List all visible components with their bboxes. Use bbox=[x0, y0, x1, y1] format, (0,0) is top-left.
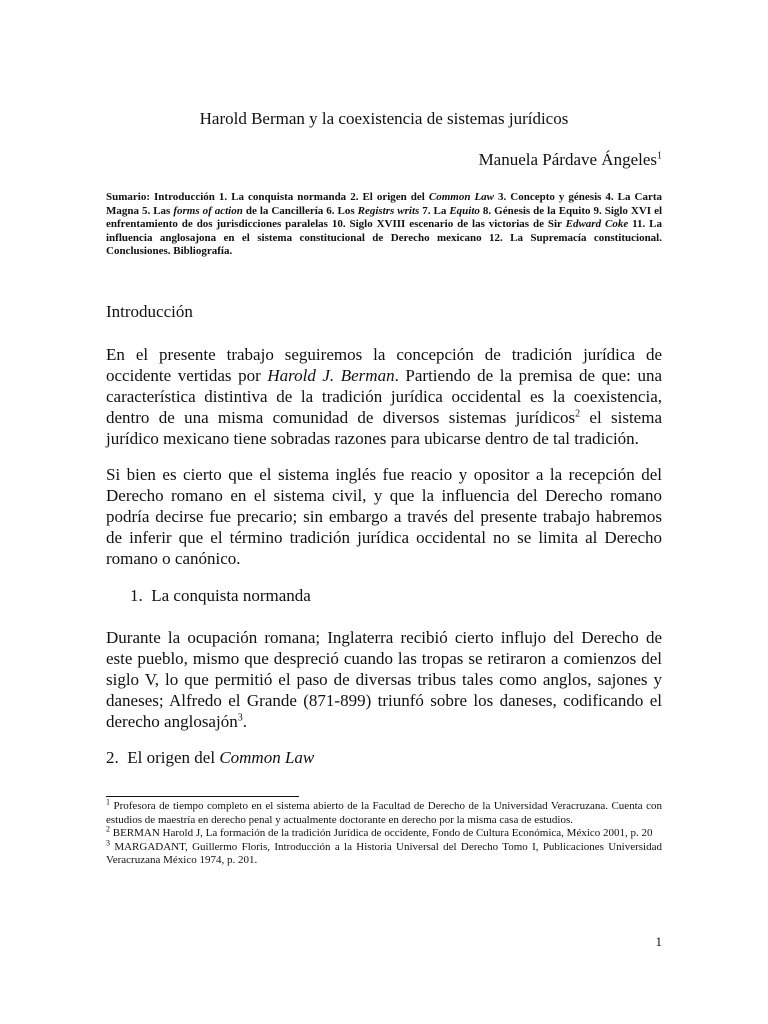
paragraph-text: . bbox=[242, 712, 247, 731]
summary-emphasis: Edward Coke bbox=[565, 218, 629, 231]
section-1-heading bbox=[130, 586, 311, 606]
author-reference: Harold J. Berman bbox=[267, 366, 395, 385]
section-title: La conquista normanda bbox=[151, 586, 311, 605]
footnote-number: 1 bbox=[106, 797, 110, 807]
author-footnote-ref[interactable]: 1 bbox=[657, 150, 662, 162]
summary-emphasis: Registrs writs bbox=[357, 204, 420, 217]
paragraph-text: . Partiendo de la premisa de que: una característica distintiva de la tradición jurídica occidental es la coexistencia, dentro de una misma comunidad de diversos sistemas jurídicos bbox=[106, 366, 663, 427]
footnote-3 bbox=[106, 837, 662, 868]
summary-emphasis: forms of action bbox=[173, 204, 243, 217]
section-2-heading bbox=[106, 748, 314, 768]
footnote-2 bbox=[106, 824, 662, 841]
footnote-divider bbox=[106, 796, 299, 797]
paragraph-intro bbox=[106, 344, 662, 449]
footnote-text: BERMAN Harold J, La formación de la tradición Jurídica de occidente, Fondo de Cultura Económica, México 2001, p. 20 bbox=[110, 827, 653, 839]
document-title: Harold Berman y la coexistencia de sistemas jurídicos bbox=[199, 109, 569, 128]
footnote-text: Profesora de tiempo completo en el sistema abierto de la Facultad de Derecho de la Universidad Veracruzana. Cuenta con estudios de maestría en derecho penal y actualmente doctorante en derecho por la misma casa de estudios. bbox=[106, 800, 662, 826]
author-line bbox=[479, 150, 662, 170]
intro-heading: Introducción bbox=[106, 302, 193, 321]
paragraph-text: el sistema jurídico mexicano tiene sobradas razones para ubicarse dentro de tal tradición. bbox=[106, 408, 662, 448]
summary-emphasis: Common Law bbox=[428, 191, 495, 203]
author-name: Manuela Párdave Ángeles bbox=[478, 150, 657, 169]
paragraph-roman-law: Si bien es cierto que el sistema inglés fue reacio y opositor a la recepción del Derecho romano en el sistema civil, y que la influencia del Derecho romano podría decirse fue precario; sin embargo a través del presente trabajo habremos de inferir que el término tradición jurídica occidental no se limita al Derecho romano o canónico. bbox=[106, 465, 662, 568]
summary-text: 8. Génesis de la Equito 9. Siglo XVI el enfrentamiento de dos jurisdicciones paralelas 10. Siglo XVIII escenario de las victorias de Sir bbox=[106, 204, 663, 231]
section-title-emphasis: Common Law bbox=[219, 748, 315, 767]
summary-text: Sumario: Introducción 1. La conquista normanda 2. El origen del bbox=[106, 191, 429, 203]
summary-emphasis: Equito bbox=[449, 204, 480, 217]
footnote-1 bbox=[106, 797, 662, 827]
footnote-number: 3 bbox=[106, 837, 110, 847]
summary-block bbox=[106, 191, 662, 259]
paragraph-text: Durante la ocupación romana; Inglaterra recibió cierto influjo del Derecho de este pueblo, mismo que despreció cuando las tropas se retiraron a comienzos del siglo V, lo que permitió el paso de diversas tribus tales como anglos, sajones y daneses; Alfredo el Grande (871-899) triunfó sobre los daneses, codificando el derecho anglosajón bbox=[106, 628, 662, 731]
footnote-text: MARGADANT, Guillermo Floris, Introducción a la Historia Universal del Derecho Tomo I, Publicaciones Universidad Veracruzana México 1974, p. 201. bbox=[106, 840, 662, 866]
section-number: 2. bbox=[106, 748, 119, 767]
summary-text: 7. La bbox=[419, 204, 450, 217]
paragraph-conquest bbox=[106, 627, 662, 732]
summary-text: 3. Concepto y génesis 4. La Carta Magna 5. Las bbox=[106, 191, 663, 217]
paragraph-text: En el presente trabajo seguiremos la concepción de tradición jurídica de occidente vertidas por bbox=[106, 345, 662, 385]
section-number: 1. bbox=[130, 586, 143, 605]
footnotes-block bbox=[106, 797, 662, 868]
footnote-number: 2 bbox=[106, 824, 110, 834]
summary-text: de la Cancillería 6. Los bbox=[242, 204, 358, 217]
summary-text: 11. La influencia anglosajona en el sistema constitucional de Derecho mexicano 12. La Supremacía constitucional. Conclusiones. Bibliografía. bbox=[106, 218, 662, 258]
section-title: El origen del bbox=[127, 748, 220, 767]
footnote-ref-2[interactable]: 2 bbox=[575, 408, 581, 420]
footnote-ref-3[interactable]: 3 bbox=[237, 712, 243, 724]
page-number: 1 bbox=[655, 934, 662, 949]
